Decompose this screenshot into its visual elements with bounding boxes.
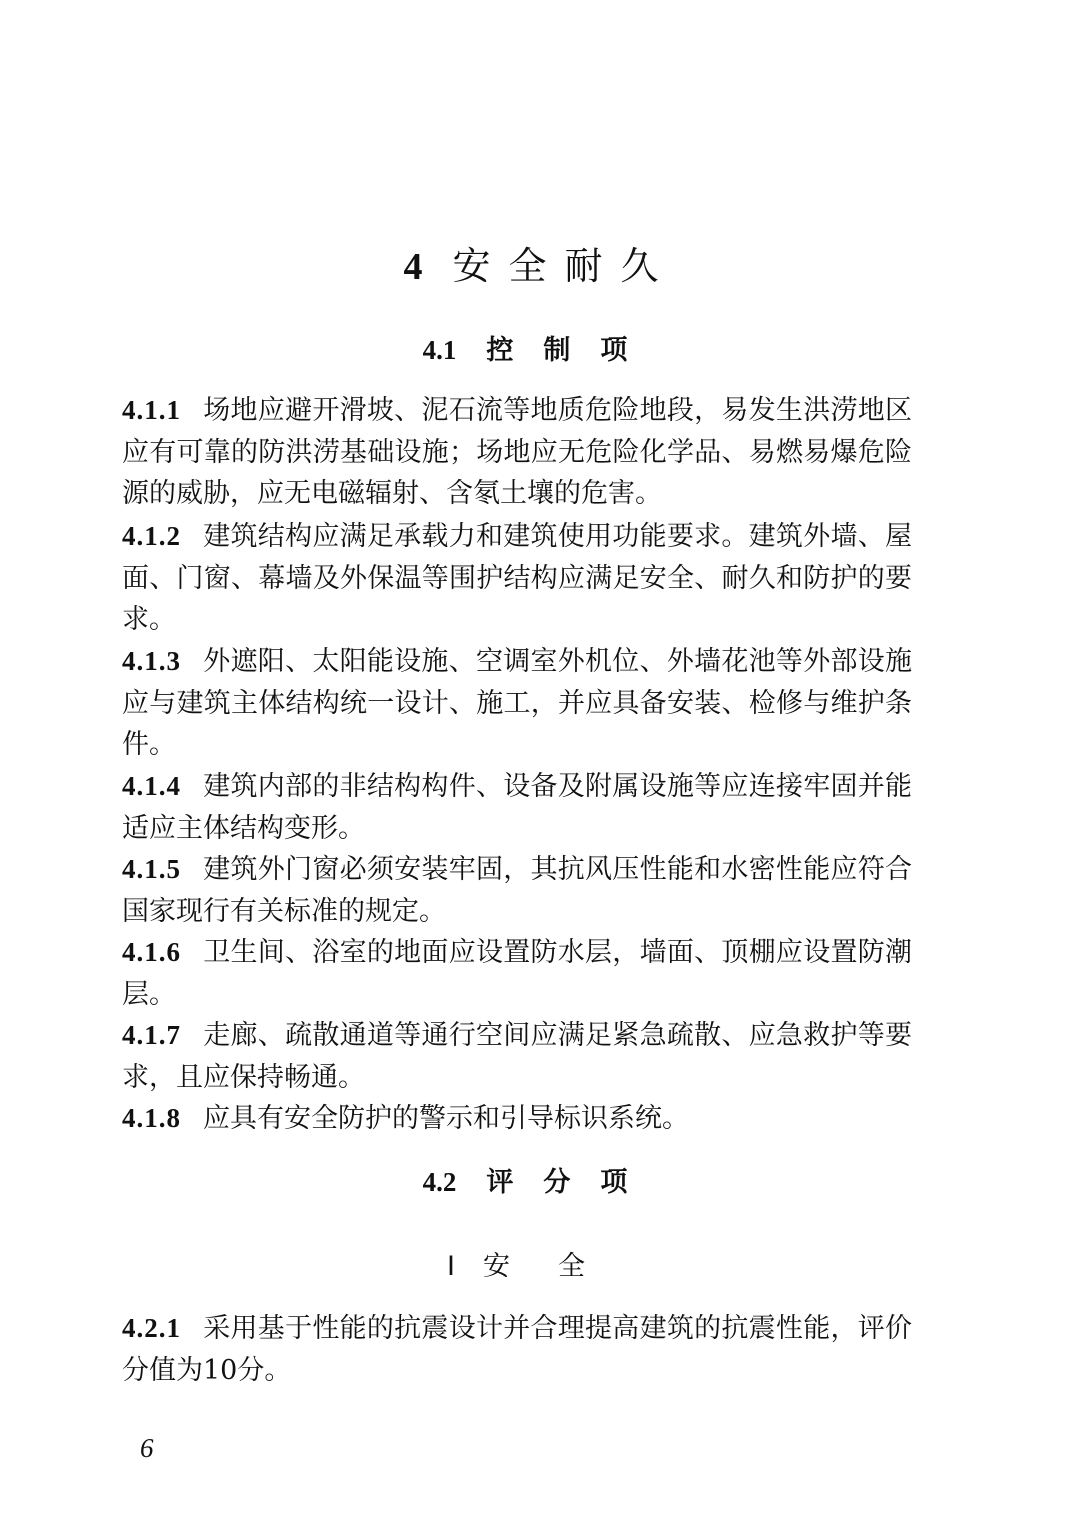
clause-number: 4.2.1 <box>122 1313 181 1343</box>
clause-text: 建筑结构应满足承载力和建筑使用功能要求。建筑外墙、屋面、门窗、幕墙及外保温等围护结构应满足安全、耐久和防护的要求。 <box>122 521 912 635</box>
clause-number: 4.1.2 <box>122 521 181 551</box>
clause-4-1-6 <box>122 932 912 1015</box>
clause-text: 应具有安全防护的警示和引导标识系统。 <box>203 1103 689 1134</box>
chapter-number: 4 <box>403 246 427 288</box>
clause-4-1-8 <box>122 1098 912 1140</box>
clause-text: 建筑外门窗必须安装牢固，其抗风压性能和水密性能应符合国家现行有关标准的规定。 <box>122 854 912 927</box>
clause-number: 4.1.5 <box>122 854 181 884</box>
clause-text: 卫生间、浴室的地面应设置防水层，墙面、顶棚应设置防潮层。 <box>122 937 912 1010</box>
subsection-title-text: 安全 <box>482 1251 633 1282</box>
clause-4-1-5 <box>122 849 912 932</box>
chapter-title-text: 安全耐久 <box>452 244 677 288</box>
clause-text: 外遮阳、太阳能设施、空调室外机位、外墙花池等外部设施应与建筑主体结构统一设计、施工，并应具备安装、检修与维护条件。 <box>122 646 912 760</box>
section-title-4-2 <box>0 1162 1080 1203</box>
clause-4-1-3 <box>122 641 912 766</box>
clause-number: 4.1.4 <box>122 771 181 801</box>
section-number: 4.1 <box>422 335 457 365</box>
clause-text: 场地应避开滑坡、泥石流等地质危险地段，易发生洪涝地区应有可靠的防洪涝基础设施；场地应无危险化学品、易燃易爆危险源的威胁，应无电磁辐射、含氡土壤的危害。 <box>122 395 912 509</box>
clause-text: 采用基于性能的抗震设计并合理提高建筑的抗震性能，评价分值为10分。 <box>122 1313 912 1386</box>
clause-4-1-1 <box>122 390 912 515</box>
section-title-text: 评分项 <box>486 1167 658 1198</box>
clause-4-1-7 <box>122 1015 912 1098</box>
subsection-title-safety <box>0 1246 1080 1287</box>
page-number: 6 <box>140 1433 154 1463</box>
clause-number: 4.1.7 <box>122 1020 181 1050</box>
clause-4-2-1 <box>122 1308 912 1391</box>
clause-number: 4.1.8 <box>122 1103 181 1133</box>
clause-number: 4.1.1 <box>122 395 181 425</box>
clause-text: 走廊、疏散通道等通行空间应满足紧急疏散、应急救护等要求，且应保持畅通。 <box>122 1020 912 1093</box>
section-title-text: 控制项 <box>486 335 658 366</box>
subsection-number: Ⅰ <box>447 1251 455 1281</box>
clause-number: 4.1.3 <box>122 646 181 676</box>
clause-number: 4.1.6 <box>122 937 181 967</box>
section-title-4-1 <box>0 330 1080 371</box>
clause-4-1-4 <box>122 766 912 849</box>
chapter-title <box>0 238 1080 295</box>
section-number: 4.2 <box>422 1167 457 1197</box>
clause-text: 建筑内部的非结构构件、设备及附属设施等应连接牢固并能适应主体结构变形。 <box>122 771 912 844</box>
clause-4-1-2 <box>122 516 912 641</box>
